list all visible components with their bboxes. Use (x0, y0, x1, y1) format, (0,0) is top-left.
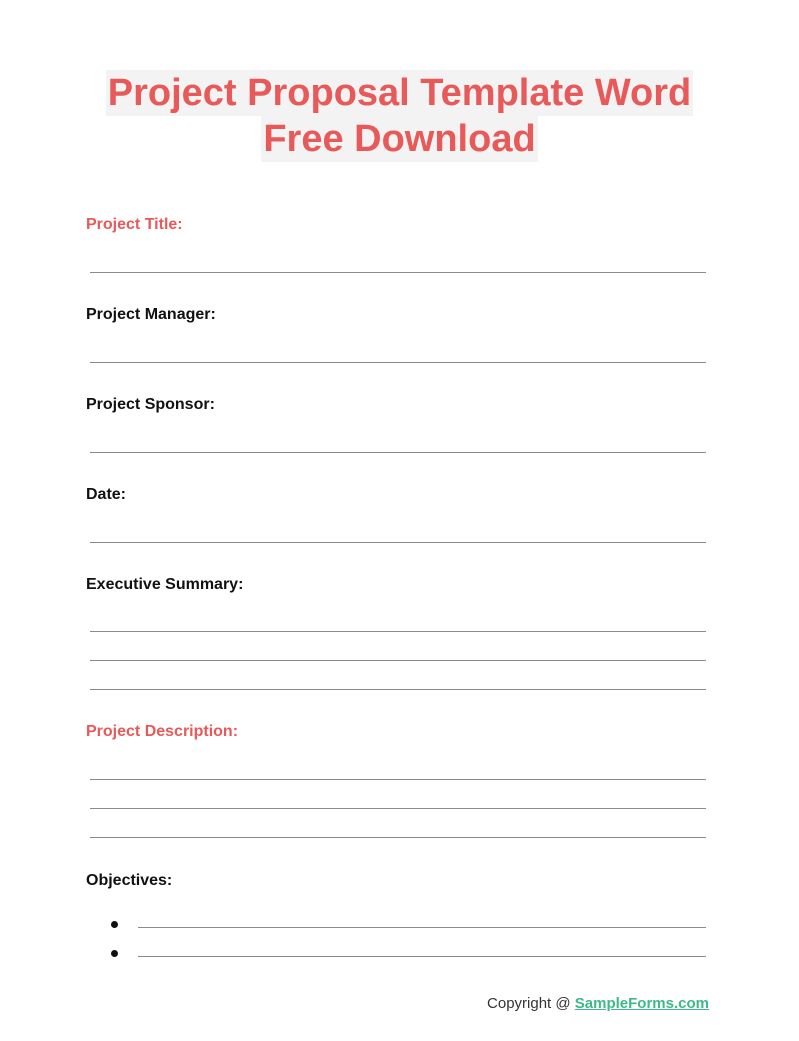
brand-link[interactable]: SampleForms.com (574, 995, 709, 1012)
project-title-label: Project Title: (86, 216, 183, 233)
copyright-text: Copyright @ (487, 995, 575, 1012)
project-manager-label: Project Manager: (86, 306, 216, 323)
project-description-line-2[interactable] (90, 808, 706, 809)
project-sponsor-label: Project Sponsor: (86, 396, 215, 413)
executive-summary-line-2[interactable] (90, 660, 706, 661)
executive-summary-label: Executive Summary: (86, 576, 244, 593)
document-title (0, 70, 799, 162)
project-manager-line[interactable] (90, 362, 706, 363)
executive-summary-line-3[interactable] (90, 689, 706, 690)
objective-line-1[interactable] (138, 927, 706, 928)
title-line-2: Free Download (263, 118, 536, 160)
executive-summary-line-1[interactable] (90, 631, 706, 632)
objectives-label: Objectives: (86, 872, 173, 889)
bullet-icon (111, 950, 118, 957)
project-title-line[interactable] (90, 272, 706, 273)
date-label: Date: (86, 486, 127, 503)
title-line-1: Project Proposal Template Word (107, 72, 692, 114)
project-sponsor-line[interactable] (90, 452, 706, 453)
footer-copyright (487, 994, 709, 1014)
project-description-line-3[interactable] (90, 837, 706, 838)
objective-line-2[interactable] (138, 956, 706, 957)
date-line[interactable] (90, 542, 706, 543)
project-description-label: Project Description: (86, 723, 239, 740)
bullet-icon (111, 921, 118, 928)
project-description-line-1[interactable] (90, 779, 706, 780)
